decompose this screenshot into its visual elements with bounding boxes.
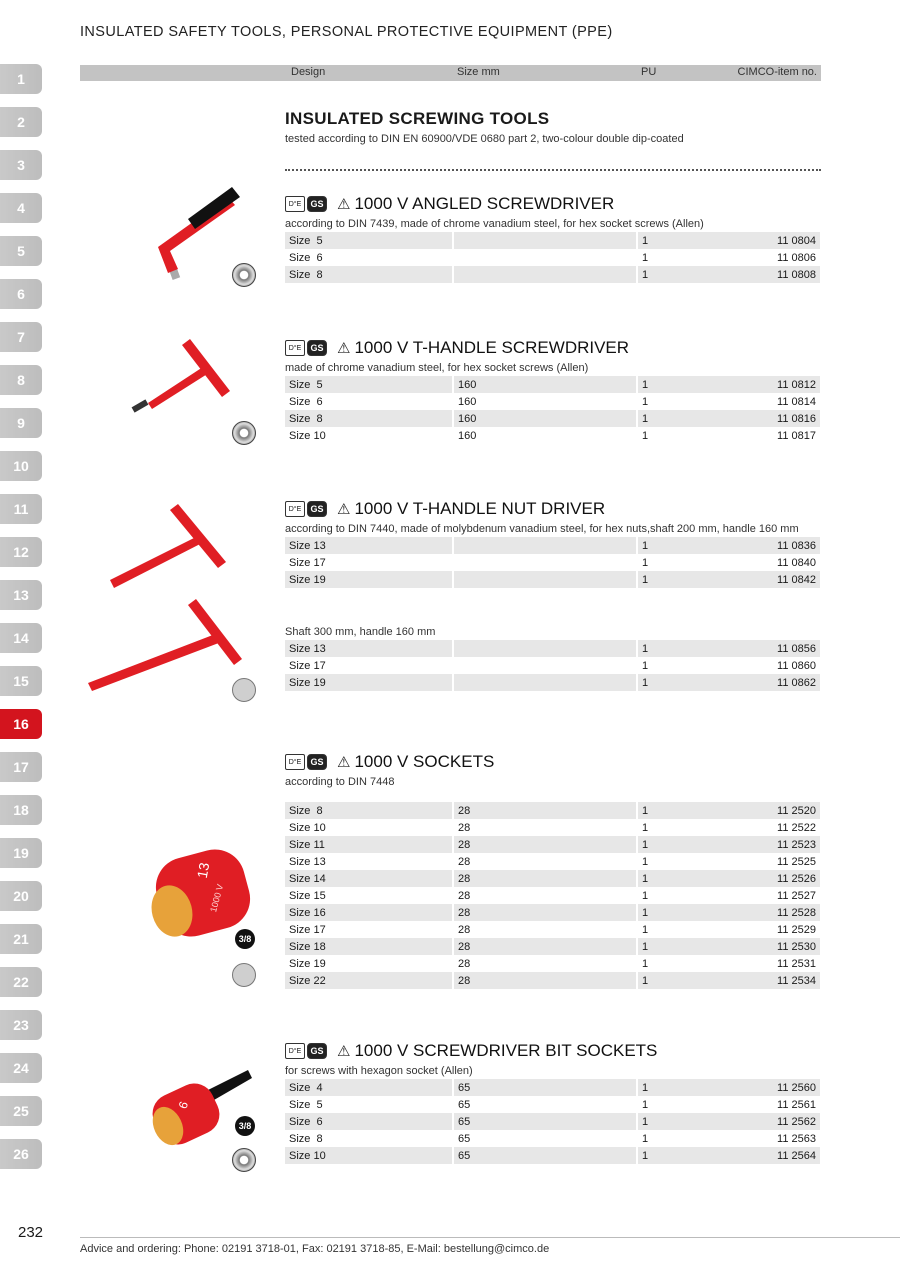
cell-item-no: 11 0862 — [717, 674, 820, 691]
cell-size: 28 — [453, 921, 637, 938]
vde-cert-icon: D°E — [285, 501, 305, 517]
cell-item-no: 11 0836 — [717, 537, 820, 554]
cell-pu: 1 — [637, 640, 717, 657]
cell-design: Size 16 — [285, 904, 453, 921]
table-row — [285, 571, 820, 588]
section-sub-description: Shaft 300 mm, handle 160 mm — [285, 626, 436, 638]
column-item-no: CIMCO-item no. — [737, 66, 817, 78]
cell-design: Size 8 — [285, 802, 453, 819]
cell-design: Size 10 — [285, 819, 453, 836]
chapter-tab-1[interactable]: 1 — [0, 64, 42, 94]
cell-item-no: 11 2525 — [777, 855, 816, 868]
cell-pu: 1 — [642, 251, 649, 264]
cell-size — [453, 537, 637, 554]
table-row — [285, 249, 820, 266]
cell-item-no: 11 2528 — [717, 904, 820, 921]
cell-design: Size 10 — [285, 427, 453, 444]
high-voltage-warning-icon: ⚠ — [337, 340, 351, 357]
vde-cert-icon: D°E — [285, 754, 305, 770]
t-handle-screwdriver-image — [128, 335, 238, 415]
section-heading — [285, 1040, 821, 1062]
cell-item-no: 11 2522 — [777, 821, 816, 834]
cell-pu: 1 — [642, 395, 649, 408]
high-voltage-warning-icon: ⚠ — [337, 196, 351, 213]
chapter-tab-10[interactable]: 10 — [0, 451, 42, 481]
table-row — [285, 938, 820, 955]
cell-design: Size 8 — [285, 410, 453, 427]
section-description: made of chrome vanadium steel, for hex socket screws (Allen) — [285, 362, 589, 374]
cell-design: Size 13 — [285, 640, 453, 657]
vde-cert-icon: D°E — [285, 196, 305, 212]
chapter-tabs — [0, 64, 43, 1182]
cell-item-no: 11 2520 — [717, 802, 820, 819]
cell-pu: 1 — [642, 923, 649, 936]
cell-pu: 1 — [642, 821, 649, 834]
gs-cert-icon: GS — [307, 340, 327, 356]
high-voltage-warning-icon: ⚠ — [337, 1043, 351, 1060]
cell-pu: 1 — [642, 957, 649, 970]
cell-size: 28 — [453, 853, 637, 870]
cell-design: Size 13 — [285, 537, 453, 554]
table-row — [285, 1079, 820, 1096]
cell-item-no: 11 2562 — [717, 1113, 820, 1130]
cell-item-no: 11 0814 — [777, 395, 816, 408]
section-title: 1000 V T-HANDLE NUT DRIVER — [354, 499, 606, 518]
section-title: 1000 V T-HANDLE SCREWDRIVER — [354, 338, 630, 357]
hex-socket-badge-icon — [232, 421, 256, 445]
cell-pu: 1 — [642, 855, 649, 868]
table-row — [285, 427, 820, 444]
chapter-tab-8[interactable]: 8 — [0, 365, 42, 395]
main-subtitle: tested according to DIN EN 60900/VDE 0680 part 2, two-colour double dip-coated — [285, 133, 684, 145]
cell-item-no: 11 0808 — [717, 266, 820, 283]
cell-size: 65 — [453, 1113, 637, 1130]
hex-socket-badge-icon — [232, 1148, 256, 1172]
cell-design: Size 5 — [285, 376, 453, 393]
section-t-handle-nut-driver — [285, 498, 821, 691]
table-row — [285, 1130, 820, 1147]
cell-pu: 1 — [637, 836, 717, 853]
cell-pu: 1 — [642, 1098, 649, 1111]
chapter-tab-4[interactable]: 4 — [0, 193, 42, 223]
cell-item-no: 11 0816 — [717, 410, 820, 427]
cell-size — [453, 674, 637, 691]
cell-pu: 1 — [637, 537, 717, 554]
cell-design: Size 17 — [285, 657, 453, 674]
high-voltage-warning-icon: ⚠ — [337, 501, 351, 518]
gs-cert-icon: GS — [307, 196, 327, 212]
bit-socket-size-label: 6 — [175, 1099, 192, 1111]
angled-screwdriver-image — [140, 185, 245, 295]
certification-marks — [285, 1043, 327, 1059]
table-row — [285, 537, 820, 554]
table-row — [285, 887, 820, 904]
vde-cert-icon: D°E — [285, 340, 305, 356]
section-heading — [285, 193, 821, 215]
table-row — [285, 232, 820, 249]
dotted-divider — [285, 169, 821, 171]
cell-pu: 1 — [637, 376, 717, 393]
cell-item-no: 11 2531 — [777, 957, 816, 970]
cell-item-no: 11 0817 — [777, 429, 816, 442]
certification-marks — [285, 196, 327, 212]
cell-size: 28 — [453, 819, 637, 836]
chapter-tab-16[interactable]: 16 — [0, 709, 42, 739]
table-row — [285, 955, 820, 972]
column-pu: PU — [641, 66, 657, 78]
cell-item-no: 11 2560 — [717, 1079, 820, 1096]
gs-cert-icon: GS — [307, 1043, 327, 1059]
cell-design: Size 17 — [285, 921, 453, 938]
cell-item-no: 11 0842 — [717, 571, 820, 588]
table-row — [285, 266, 820, 283]
cell-pu: 1 — [637, 802, 717, 819]
cell-size: 28 — [453, 955, 637, 972]
certification-marks — [285, 340, 327, 356]
cell-design: Size 11 — [285, 836, 453, 853]
table-row — [285, 1096, 820, 1113]
hexagon-nut-badge-icon — [232, 678, 256, 702]
gs-cert-icon: GS — [307, 501, 327, 517]
t-handle-nut-driver-image — [100, 500, 240, 595]
section-angled-screwdriver — [285, 193, 821, 283]
column-header-bar — [80, 65, 821, 81]
bit-socket-image — [148, 1060, 263, 1150]
section-bit-sockets — [285, 1040, 821, 1164]
section-title: 1000 V SCREWDRIVER BIT SOCKETS — [354, 1041, 658, 1060]
chapter-tab-7[interactable]: 7 — [0, 322, 42, 352]
section-heading — [285, 751, 821, 773]
cell-size: 65 — [453, 1147, 637, 1164]
cell-item-no: 11 2527 — [777, 889, 816, 902]
column-size: Size mm — [457, 66, 500, 78]
cell-size: 28 — [453, 870, 637, 887]
chapter-tab-19[interactable]: 19 — [0, 838, 42, 868]
cell-size: 28 — [453, 972, 637, 989]
cell-size: 28 — [453, 836, 637, 853]
cell-design: Size 18 — [285, 938, 453, 955]
cell-design: Size 22 — [285, 972, 453, 989]
section-description: according to DIN 7448 — [285, 776, 395, 788]
section-heading — [285, 337, 821, 359]
product-table — [285, 640, 821, 691]
cell-item-no: 11 0860 — [777, 659, 816, 672]
cell-item-no: 11 2564 — [717, 1147, 820, 1164]
chapter-tab-24[interactable]: 24 — [0, 1053, 42, 1083]
table-row — [285, 640, 820, 657]
cell-size: 160 — [453, 393, 637, 410]
chapter-tab-14[interactable]: 14 — [0, 623, 42, 653]
cell-pu: 1 — [637, 1079, 717, 1096]
table-row — [285, 1113, 820, 1130]
table-row — [285, 904, 820, 921]
cell-size: 65 — [453, 1096, 637, 1113]
table-row — [285, 972, 820, 989]
table-row — [285, 376, 820, 393]
chapter-tab-15[interactable]: 15 — [0, 666, 42, 696]
table-row — [285, 802, 820, 819]
table-row — [285, 554, 820, 571]
cell-pu: 1 — [637, 904, 717, 921]
cell-size: 160 — [453, 376, 637, 393]
section-t-handle-screwdriver — [285, 337, 821, 444]
chapter-tab-18[interactable]: 18 — [0, 795, 42, 825]
cell-pu: 1 — [642, 889, 649, 902]
section-description: according to DIN 7440, made of molybdenum vanadium steel, for hex nuts,shaft 200 mm, handle 160 mm — [285, 523, 799, 535]
cell-item-no: 11 2561 — [777, 1098, 816, 1111]
cell-design: Size 19 — [285, 955, 453, 972]
chapter-tab-5[interactable]: 5 — [0, 236, 42, 266]
cell-size — [453, 249, 637, 266]
section-title: 1000 V SOCKETS — [354, 752, 495, 771]
cell-item-no: 11 2530 — [717, 938, 820, 955]
cell-size: 65 — [453, 1130, 637, 1147]
cell-item-no: 11 2534 — [717, 972, 820, 989]
product-table — [285, 537, 821, 588]
certification-marks — [285, 501, 327, 517]
chapter-tab-23[interactable]: 23 — [0, 1010, 42, 1040]
vde-cert-icon: D°E — [285, 1043, 305, 1059]
cell-size: 160 — [453, 410, 637, 427]
cell-design: Size 6 — [285, 249, 453, 266]
cell-pu: 1 — [642, 659, 649, 672]
main-title: INSULATED SCREWING TOOLS — [285, 109, 550, 128]
cell-design: Size 14 — [285, 870, 453, 887]
cell-pu: 1 — [637, 232, 717, 249]
cell-size: 28 — [453, 887, 637, 904]
cell-design: Size 13 — [285, 853, 453, 870]
cell-pu: 1 — [637, 1147, 717, 1164]
footer-divider — [80, 1237, 900, 1238]
table-row — [285, 836, 820, 853]
hexagon-nut-badge-icon — [232, 963, 256, 987]
chapter-tab-6[interactable]: 6 — [0, 279, 42, 309]
cell-pu: 1 — [642, 556, 649, 569]
cell-design: Size 5 — [285, 1096, 453, 1113]
cell-pu: 1 — [642, 1132, 649, 1145]
cell-pu: 1 — [637, 972, 717, 989]
cell-size — [453, 657, 637, 674]
chapter-tab-25[interactable]: 25 — [0, 1096, 42, 1126]
section-sockets — [285, 751, 821, 989]
table-row — [285, 853, 820, 870]
cell-size — [453, 571, 637, 588]
table-row — [285, 870, 820, 887]
product-table — [285, 1079, 821, 1164]
cell-pu: 1 — [637, 674, 717, 691]
cell-size: 28 — [453, 802, 637, 819]
cell-item-no: 11 0840 — [777, 556, 816, 569]
cell-item-no: 11 0856 — [717, 640, 820, 657]
cell-size — [453, 554, 637, 571]
cell-size — [453, 640, 637, 657]
section-description: according to DIN 7439, made of chrome vanadium steel, for hex socket screws (Allen) — [285, 218, 704, 230]
cell-size: 28 — [453, 938, 637, 955]
table-row — [285, 674, 820, 691]
cell-item-no: 11 2523 — [717, 836, 820, 853]
table-row — [285, 1147, 820, 1164]
section-heading — [285, 498, 821, 520]
cell-design: Size 8 — [285, 1130, 453, 1147]
product-table — [285, 376, 821, 444]
cell-item-no: 11 0804 — [717, 232, 820, 249]
cell-size — [453, 266, 637, 283]
cell-design: Size 6 — [285, 1113, 453, 1130]
chapter-tab-12[interactable]: 12 — [0, 537, 42, 567]
cell-item-no: 11 2529 — [777, 923, 816, 936]
cell-item-no: 11 0806 — [777, 251, 816, 264]
section-title: 1000 V ANGLED SCREWDRIVER — [354, 194, 615, 213]
cell-design: Size 17 — [285, 554, 453, 571]
cell-size: 160 — [453, 427, 637, 444]
certification-marks — [285, 754, 327, 770]
cell-design: Size 19 — [285, 674, 453, 691]
table-row — [285, 921, 820, 938]
product-table — [285, 232, 821, 283]
chapter-tab-22[interactable]: 22 — [0, 967, 42, 997]
cell-pu: 1 — [642, 429, 649, 442]
cell-pu: 1 — [637, 870, 717, 887]
cell-size: 28 — [453, 904, 637, 921]
section-description: for screws with hexagon socket (Allen) — [285, 1065, 473, 1077]
cell-item-no: 11 2563 — [777, 1132, 816, 1145]
cell-pu: 1 — [637, 571, 717, 588]
cell-design: Size 19 — [285, 571, 453, 588]
cell-design: Size 10 — [285, 1147, 453, 1164]
chapter-tab-13[interactable]: 13 — [0, 580, 42, 610]
cell-design: Size 5 — [285, 232, 453, 249]
cell-size: 65 — [453, 1079, 637, 1096]
footer-contact: Advice and ordering: Phone: 02191 3718-01, Fax: 02191 3718-85, E-Mail: bestellung@cimco.de — [80, 1243, 550, 1255]
chapter-tab-3[interactable]: 3 — [0, 150, 42, 180]
cell-pu: 1 — [637, 266, 717, 283]
cell-design: Size 8 — [285, 266, 453, 283]
chapter-tab-2[interactable]: 2 — [0, 107, 42, 137]
drive-size-badge: 3/8 — [235, 929, 255, 949]
cell-item-no: 11 2526 — [717, 870, 820, 887]
cell-size — [453, 232, 637, 249]
cell-design: Size 15 — [285, 887, 453, 904]
chapter-tab-11[interactable]: 11 — [0, 494, 42, 524]
chapter-tab-21[interactable]: 21 — [0, 924, 42, 954]
chapter-tab-26[interactable]: 26 — [0, 1139, 42, 1169]
high-voltage-warning-icon: ⚠ — [337, 754, 351, 771]
chapter-tab-20[interactable]: 20 — [0, 881, 42, 911]
drive-size-badge: 3/8 — [235, 1116, 255, 1136]
cell-design: Size 6 — [285, 393, 453, 410]
cell-pu: 1 — [637, 1113, 717, 1130]
hex-socket-badge-icon — [232, 263, 256, 287]
table-row — [285, 657, 820, 674]
cell-pu: 1 — [637, 410, 717, 427]
page-number: 232 — [18, 1224, 44, 1241]
cell-pu: 1 — [637, 938, 717, 955]
chapter-tab-17[interactable]: 17 — [0, 752, 42, 782]
cell-design: Size 4 — [285, 1079, 453, 1096]
chapter-tab-9[interactable]: 9 — [0, 408, 42, 438]
socket-size-label: 13 — [193, 861, 213, 880]
column-design: Design — [291, 66, 326, 78]
product-table — [285, 802, 821, 989]
t-handle-nut-driver-long-image — [82, 595, 242, 695]
table-row — [285, 393, 820, 410]
gs-cert-icon: GS — [307, 754, 327, 770]
table-row — [285, 819, 820, 836]
socket-voltage-label: 1000 V — [208, 883, 226, 914]
page-header-title: INSULATED SAFETY TOOLS, PERSONAL PROTECTIVE EQUIPMENT (PPE) — [80, 24, 613, 40]
table-row — [285, 410, 820, 427]
cell-item-no: 11 0812 — [717, 376, 820, 393]
